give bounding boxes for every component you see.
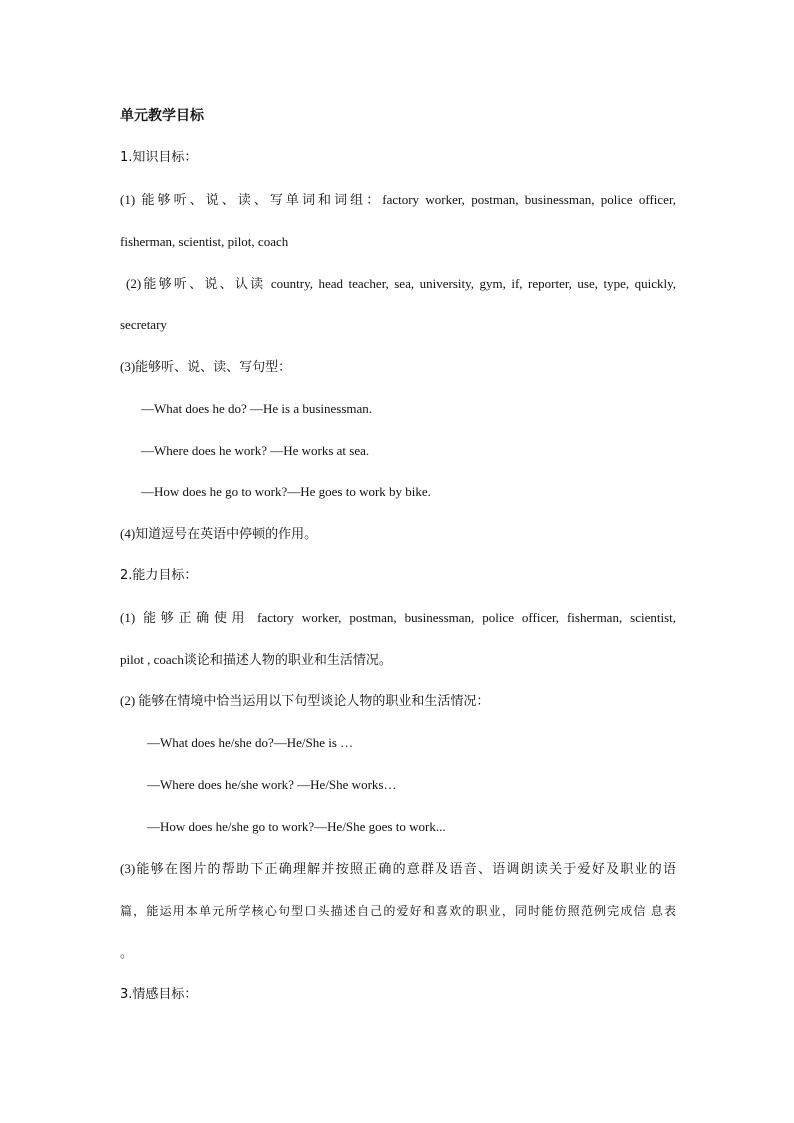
knowledge-heading: 1.知识目标：: [120, 150, 198, 165]
knowledge-item-1-line-2: fisherman, scientist, pilot, coach: [120, 234, 289, 249]
knowledge-sentence-3: —How does he go to work?—He goes to work by bike.: [141, 484, 431, 499]
document-title: 单元教学目标: [120, 108, 204, 124]
ability-sentence-3: —How does he/she go to work?—He/She goes to work...: [147, 819, 446, 834]
knowledge-sentence-2: —Where does he work? —He works at sea.: [141, 443, 370, 458]
ability-sentence-2: —Where does he/she work? —He/She works…: [147, 777, 397, 792]
ability-sentence-1: —What does he/she do?—He/She is …: [147, 735, 354, 750]
knowledge-item-3: (3)能够听、说、读、写句型：: [120, 359, 292, 374]
ability-item-3-line-3: 。: [120, 945, 134, 960]
ability-item-1-line-2: pilot , coach谈论和描述人物的职业和生活情况。: [120, 652, 392, 667]
ability-item-1-line-1: (1) 能够正确使用 factory worker, postman, businessman, police officer, fisherman, scientist,: [120, 610, 676, 625]
knowledge-sentence-1: —What does he do? —He is a businessman.: [141, 401, 373, 416]
knowledge-item-1-line-1: (1) 能够听、说、读、写单词和词组：factory worker, postman, businessman, police officer,: [120, 192, 676, 207]
ability-item-3-line-1: (3)能够在图片的帮助下正确理解并按照正确的意群及语音、语调朗读关于爱好及职业的语: [120, 861, 676, 876]
ability-item-3-line-2: 篇，能运用本单元所学核心句型口头描述自己的爱好和喜欢的职业，同时能仿照范例完成信 息表: [120, 904, 676, 918]
ability-heading: 2.能力目标：: [120, 568, 198, 583]
knowledge-item-4: (4)知道逗号在英语中停顿的作用。: [120, 526, 318, 541]
ability-item-2: (2) 能够在情境中恰当运用以下句型谈论人物的职业和生活情况：: [120, 693, 490, 708]
emotion-heading: 3.情感目标：: [120, 987, 198, 1002]
knowledge-item-2-line-2: secretary: [120, 317, 167, 332]
knowledge-item-2-line-1: (2)能够听、说、认读 country, head teacher, sea, university, gym, if, reporter, use, type, quickly,: [126, 276, 676, 291]
